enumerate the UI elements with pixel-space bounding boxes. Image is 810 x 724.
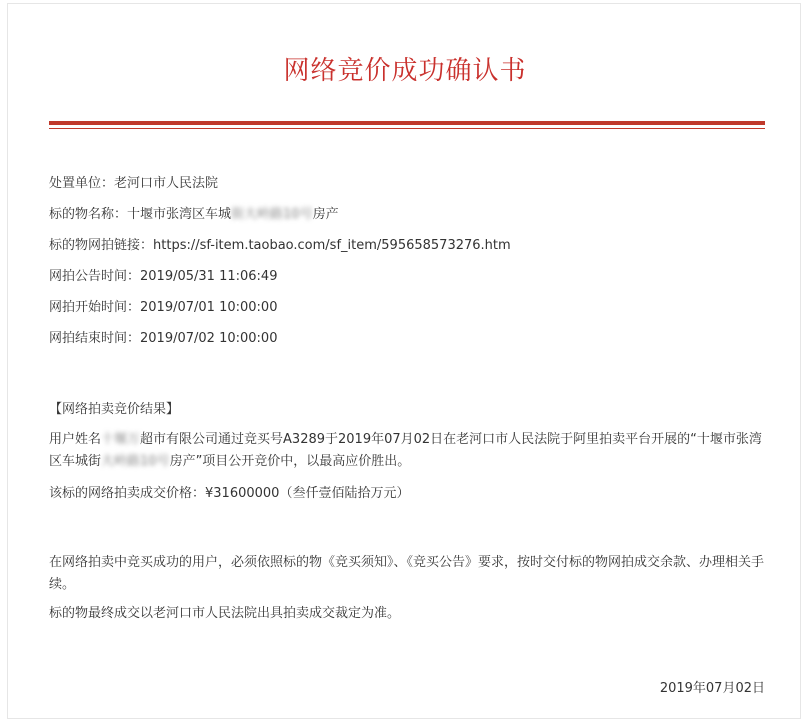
price-line: 该标的网络拍卖成交价格：¥31600000（叁仟壹佰陆拾万元） [49,486,410,501]
disposal-unit-line [49,175,218,193]
object-name-label: 标的物名称： [49,207,128,222]
document-title: 网络竞价成功确认书 [283,56,527,86]
result-text-b: 超市有限公司通过竞买号A3289于2019年07月02日在老河口市人民法院于阿里拍卖平台开展的“十堰市张湾区车城街 [49,432,762,469]
result-text-a: 用户姓名 [49,432,102,447]
auction-link-value: https://sf-item.taobao.com/sf_item/595658573276.htm [153,238,511,253]
disposal-unit-value: 老河口市人民法院 [114,176,219,191]
result-redacted-buyer: 十堰万 [101,432,141,447]
object-name-value-end: 房产 [312,207,339,222]
announce-time-label: 网拍公告时间： [49,269,141,284]
start-time-line [49,299,277,317]
object-name-value-start: 十堰市张湾区车城 [127,207,232,222]
announce-time-value: 2019/05/31 11:06:49 [140,269,278,284]
result-text-c: 房产”项目公开竞价中，以最高应价胜出。 [169,454,411,469]
announce-time-line [49,268,277,286]
auction-link-label: 标的物网拍链接： [49,238,154,253]
end-time-value: 2019/07/02 10:00:00 [140,331,278,346]
issue-date: 2019年07月02日 [659,681,765,696]
object-name-line [49,206,339,224]
disposal-unit-label: 处置单位： [49,176,115,191]
result-paragraph [49,429,765,473]
auction-link-line [49,237,511,255]
start-time-value: 2019/07/01 10:00:00 [140,300,278,315]
title-divider-thick [49,121,765,125]
result-heading: 【网络拍卖竞价结果】 [49,402,180,417]
end-time-label: 网拍结束时间： [49,331,141,346]
notice-paragraph-2: 标的物最终成交以老河口市人民法院出具拍卖成交裁定为准。 [49,606,401,621]
notice-paragraph-1: 在网络拍卖中竞买成功的用户，必须依照标的物《竞买须知》、《竞买公告》要求，按时交付标的物网拍成交余款、办理相关手续。 [49,555,765,592]
object-name-redacted: 街大岭路10号 [231,207,313,222]
result-redacted-address: 大岭路10号 [101,454,170,469]
start-time-label: 网拍开始时间： [49,300,141,315]
title-divider-thin [49,128,765,129]
end-time-line [49,330,277,348]
